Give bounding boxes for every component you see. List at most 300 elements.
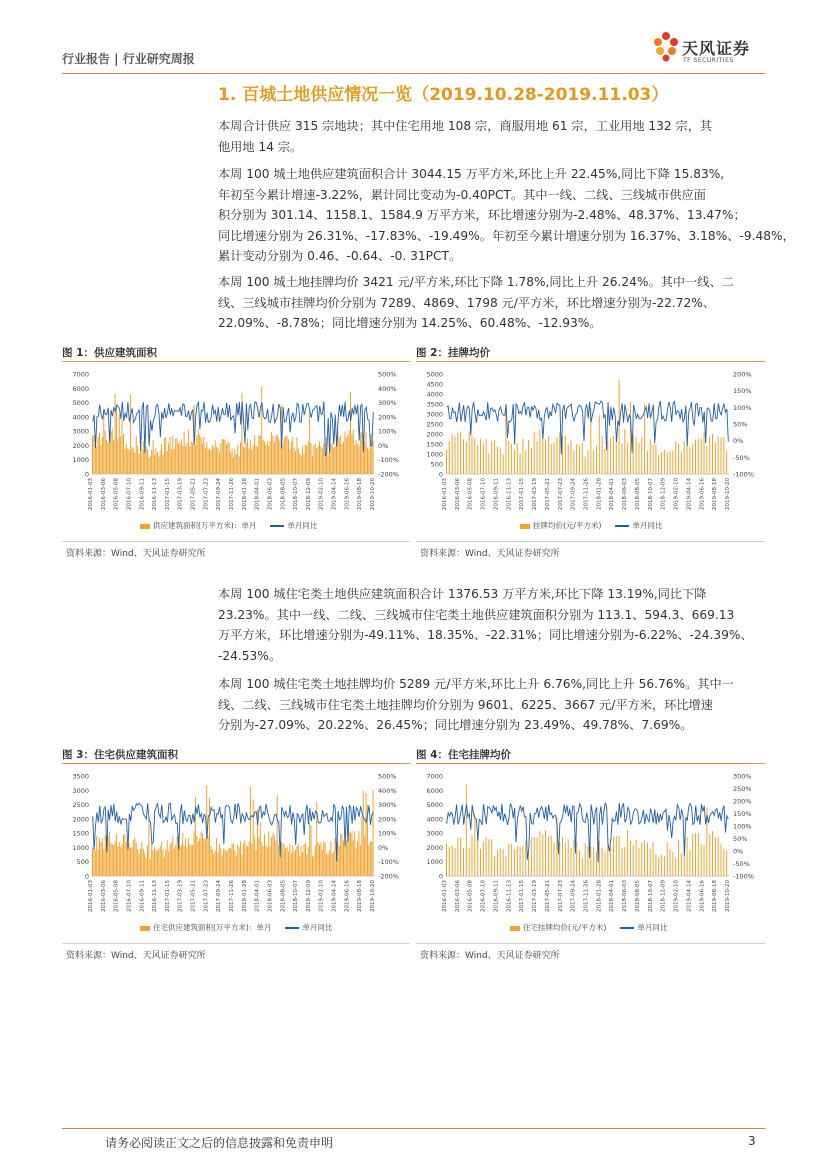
x-tick-label: 2017-01-15 <box>164 478 171 510</box>
y-tick-label: 3500 <box>426 400 443 409</box>
bar <box>571 440 572 474</box>
bar <box>712 434 713 474</box>
y2-tick-label: 150% <box>733 810 752 818</box>
bar <box>198 841 199 876</box>
x-tick-label: 2016-01-03 <box>88 478 94 510</box>
x-tick-label: 2017-03-19 <box>177 478 184 510</box>
bar <box>588 450 589 474</box>
bar <box>109 832 110 876</box>
bar <box>565 843 566 876</box>
bar <box>457 838 458 876</box>
bar <box>373 790 374 876</box>
bar <box>198 430 199 474</box>
bar <box>189 844 190 876</box>
bar <box>463 439 464 474</box>
footer-disclaimer: 请务必阅读正文之后的信息披露和免责申明 <box>105 1136 334 1150</box>
bar <box>139 854 140 876</box>
legend-line-label: 单月同比 <box>287 521 318 530</box>
y2-tick-label: 300% <box>378 399 397 408</box>
bar <box>151 449 152 474</box>
bar <box>500 848 501 876</box>
bar <box>215 440 216 474</box>
bar <box>630 402 631 474</box>
bar <box>182 446 183 474</box>
y-tick-label: 4000 <box>72 413 89 422</box>
bar <box>525 841 526 876</box>
bar <box>141 450 142 475</box>
bar <box>454 848 455 876</box>
bar <box>619 380 620 474</box>
bar <box>311 826 312 876</box>
bar <box>284 844 285 876</box>
text-line: 本周合计供应 315 宗地块；其中住宅用地 108 宗，商服用地 61 宗，工业用地 132 宗，其 <box>218 119 713 133</box>
bar <box>576 444 577 474</box>
bar <box>627 443 628 474</box>
bar <box>548 836 549 876</box>
bar <box>576 842 577 876</box>
bar <box>452 846 453 876</box>
bar <box>357 841 358 876</box>
y-tick-label: 4500 <box>426 380 443 389</box>
bar <box>108 836 109 876</box>
y2-tick-label: 500% <box>378 370 397 379</box>
bar <box>256 850 257 876</box>
bar <box>704 433 705 474</box>
paragraph-supply-count <box>218 116 763 157</box>
bar <box>312 857 313 876</box>
bar <box>244 840 245 876</box>
x-tick-label: 2016-09-11 <box>139 478 146 510</box>
bar <box>261 387 262 474</box>
text-line: 本周 100 城住宅类土地供应建筑面积合计 1376.53 万平方米,环比下降 13.19%,同比下降 <box>218 587 707 601</box>
y-tick-label: 1000 <box>72 456 89 465</box>
y2-tick-label: 0% <box>733 847 744 856</box>
bar <box>141 842 142 877</box>
bar <box>593 847 594 876</box>
bar <box>194 831 195 876</box>
y-tick-label: 1500 <box>426 440 443 449</box>
bar <box>621 443 622 474</box>
bar <box>491 441 492 474</box>
figure-2-rule <box>416 361 765 362</box>
bar <box>270 441 271 474</box>
bar <box>264 834 265 876</box>
bar <box>105 835 106 876</box>
bar <box>339 437 340 474</box>
bar <box>306 445 307 474</box>
figure-2-source: 资料来源：Wind、天风证券研究所 <box>420 549 560 559</box>
bar <box>272 833 273 876</box>
x-tick-label: 2016-05-08 <box>113 478 120 510</box>
y-tick-label: 4000 <box>426 815 443 824</box>
bar <box>329 850 330 876</box>
bar <box>364 835 365 876</box>
bar <box>678 840 679 876</box>
bar <box>332 854 333 876</box>
y-tick-label: 5000 <box>426 370 443 379</box>
bar <box>469 847 470 876</box>
bar <box>312 456 313 474</box>
bar <box>446 843 447 876</box>
bar <box>522 846 523 876</box>
bar <box>122 419 123 474</box>
bar <box>247 846 248 876</box>
bar <box>254 837 255 877</box>
bar <box>604 852 605 876</box>
bar <box>358 831 359 876</box>
text-line: 他用地 14 宗。 <box>218 139 303 154</box>
bar <box>232 449 233 474</box>
bar <box>237 844 238 876</box>
paragraph-residential-area <box>218 584 763 666</box>
y2-tick-label: 0% <box>378 441 389 450</box>
bar <box>257 447 258 474</box>
y-tick-label: 3500 <box>72 772 89 781</box>
bar <box>346 841 347 876</box>
bar <box>172 836 173 876</box>
y2-tick-label: -100% <box>733 872 754 881</box>
x-tick-label: 2016-05-08 <box>113 880 120 912</box>
bar <box>243 446 244 474</box>
bar <box>351 434 352 474</box>
x-tick-label: 2018-08-05 <box>280 478 287 510</box>
x-tick-label: 2018-06-03 <box>622 478 629 510</box>
bar <box>548 436 549 474</box>
y-tick-label: 1000 <box>72 843 89 852</box>
bar <box>233 844 234 876</box>
bar <box>554 442 555 474</box>
bar <box>644 404 645 474</box>
bar <box>143 441 144 474</box>
bar <box>681 452 682 474</box>
bar <box>126 842 127 876</box>
bar <box>706 446 707 474</box>
bar <box>201 832 202 876</box>
bar <box>191 441 192 474</box>
y-tick-label: 0 <box>84 872 89 881</box>
bar <box>254 435 255 474</box>
bar <box>340 436 341 474</box>
bar <box>559 842 560 876</box>
bar <box>160 847 161 876</box>
bar <box>260 436 261 474</box>
bar <box>539 429 540 474</box>
figure-3-chart <box>62 768 410 938</box>
bar <box>661 452 662 474</box>
bar <box>119 414 120 474</box>
bar <box>477 445 478 474</box>
bar <box>219 844 220 876</box>
x-tick-label: 2019-08-18 <box>712 880 719 912</box>
bar <box>205 839 206 876</box>
bar <box>531 837 532 876</box>
bar <box>454 437 455 474</box>
bar <box>130 848 131 876</box>
bar <box>514 449 515 474</box>
bar <box>520 846 521 876</box>
x-tick-label: 2017-09-24 <box>216 478 223 510</box>
bar <box>154 455 155 474</box>
bar <box>653 444 654 474</box>
bar <box>229 442 230 474</box>
bar <box>528 440 529 474</box>
bar <box>371 841 372 876</box>
bar <box>284 438 285 474</box>
bar <box>616 438 617 474</box>
y-tick-label: 1500 <box>72 829 89 838</box>
y2-tick-label: 0% <box>733 437 744 446</box>
bar <box>308 847 309 876</box>
bar <box>139 454 140 474</box>
text-line: -24.53%。 <box>218 648 282 663</box>
bar <box>638 443 639 474</box>
bar <box>534 837 535 876</box>
x-tick-label: 2016-01-03 <box>442 478 448 510</box>
figure-4-source: 资料来源：Wind、天风证券研究所 <box>420 951 560 961</box>
bar <box>100 842 101 876</box>
bar <box>624 847 625 876</box>
bar <box>332 443 333 474</box>
bar <box>681 853 682 876</box>
bar <box>446 450 447 474</box>
bar <box>202 833 203 876</box>
bar <box>212 445 213 474</box>
bar <box>167 840 168 876</box>
x-tick-label: 2019-02-10 <box>318 880 325 912</box>
bar <box>267 847 268 876</box>
x-tick-label: 2016-09-11 <box>493 478 500 510</box>
figure-1-legend <box>140 520 317 531</box>
bar <box>287 436 288 474</box>
bar <box>675 441 676 474</box>
legend-line-swatch <box>285 927 299 929</box>
bar <box>698 833 699 876</box>
bar <box>168 851 169 876</box>
bar <box>641 842 642 876</box>
y-tick-label: 0 <box>438 872 443 881</box>
bar <box>718 837 719 876</box>
bar <box>349 430 350 474</box>
bar <box>140 848 141 876</box>
y-tick-label: 2500 <box>72 801 89 810</box>
y-tick-label: 3000 <box>426 410 443 419</box>
bar <box>179 442 180 474</box>
legend-bar-swatch <box>510 926 520 931</box>
header-breadcrumb: 行业报告 | 行业研究周报 <box>62 52 195 66</box>
bar <box>486 439 487 474</box>
bar <box>503 849 504 876</box>
bar <box>327 854 328 876</box>
bar <box>330 841 331 876</box>
bar <box>98 850 99 876</box>
bar <box>115 394 116 474</box>
x-tick-label: 2019-06-16 <box>344 880 351 912</box>
bar <box>161 842 162 876</box>
bar <box>191 845 192 876</box>
figure-3-legend <box>140 922 332 933</box>
x-tick-label: 2017-09-24 <box>570 478 577 510</box>
bar <box>347 838 348 876</box>
bar <box>647 451 648 474</box>
y2-tick-label: -100% <box>378 456 399 465</box>
bar <box>301 456 302 474</box>
bar <box>150 859 151 876</box>
x-tick-label: 2016-09-11 <box>493 880 500 912</box>
bar <box>157 851 158 876</box>
y2-tick-label: 200% <box>733 797 752 806</box>
bar <box>216 447 217 474</box>
bar <box>236 856 237 876</box>
bar <box>457 433 458 474</box>
bar <box>289 844 290 876</box>
bar <box>602 436 603 474</box>
y2-tick-label: 100% <box>378 427 397 436</box>
bar <box>460 431 461 474</box>
bar <box>627 830 628 876</box>
bar <box>655 444 656 474</box>
bar <box>250 440 251 474</box>
bar <box>175 439 176 474</box>
bar <box>315 845 316 876</box>
bar <box>689 447 690 474</box>
bar <box>525 450 526 474</box>
text-line: 本周 100 城土地挂牌均价 3421 元/平方米,环比下降 1.78%,同比上升 26.24%。其中一线、二 <box>218 275 734 289</box>
bar <box>115 841 116 876</box>
bar <box>165 850 166 876</box>
bar <box>229 848 230 876</box>
bar <box>155 448 156 474</box>
x-tick-label: 2019-08-18 <box>712 478 719 510</box>
y2-tick-label: 300% <box>378 801 397 810</box>
bar <box>650 439 651 474</box>
x-tick-label: 2017-03-19 <box>177 880 184 912</box>
figure-3-title: 图 3：住宅供应建筑面积 <box>62 749 178 761</box>
bar <box>289 450 290 474</box>
bar <box>258 435 259 474</box>
bar <box>449 847 450 876</box>
x-tick-label: 2017-11-26 <box>229 880 235 912</box>
x-tick-label: 2018-10-07 <box>647 880 654 912</box>
bar <box>100 445 101 474</box>
bar <box>333 447 334 474</box>
bar <box>335 838 336 876</box>
text-line: 线、二线、三线城市住宅类土地挂牌均价分别为 9601、6225、3667 元/平方米，环比增速 <box>218 697 713 712</box>
y2-tick-label: 200% <box>378 815 397 824</box>
page-number: 3 <box>748 1134 756 1148</box>
x-tick-label: 2019-10-20 <box>725 880 731 912</box>
bar <box>154 847 155 876</box>
bar <box>545 439 546 474</box>
bar <box>282 444 283 474</box>
bar <box>318 445 319 474</box>
bar <box>184 846 185 876</box>
x-tick-label: 2019-06-16 <box>699 478 706 510</box>
figure-1-rule <box>62 361 410 362</box>
bar <box>234 449 235 474</box>
x-tick-label: 2018-04-01 <box>609 478 616 510</box>
bar <box>323 841 324 876</box>
bar <box>285 848 286 876</box>
bar <box>301 846 302 876</box>
bar <box>172 435 173 474</box>
header-divider <box>62 73 765 74</box>
bar <box>117 439 118 474</box>
y2-tick-label: -200% <box>378 470 399 479</box>
bar <box>554 842 555 876</box>
bar <box>320 842 321 876</box>
x-tick-label: 2017-07-23 <box>203 880 210 912</box>
bar <box>322 850 323 876</box>
bar <box>148 458 149 474</box>
bar <box>701 844 702 876</box>
bar <box>298 843 299 876</box>
bar <box>596 446 597 474</box>
bar <box>226 445 227 474</box>
figure-1-source-rule <box>62 541 410 542</box>
y-tick-label: 500 <box>430 460 443 469</box>
bar <box>117 846 118 876</box>
bar <box>131 847 132 876</box>
bar <box>164 857 165 876</box>
x-tick-label: 2018-10-07 <box>293 880 300 912</box>
bar <box>497 447 498 474</box>
bar <box>153 850 154 876</box>
bar <box>99 838 100 876</box>
paragraph-residential-price <box>218 674 763 736</box>
bar <box>110 843 111 876</box>
bar <box>196 836 197 876</box>
bar <box>146 858 147 876</box>
bar <box>291 441 292 474</box>
text-line: 同比增速分别为 26.31%、-17.83%、-19.49%。年初至今累计增速分别为 16.37%、3.18%、-9.48%， <box>218 228 795 243</box>
x-tick-label: 2017-09-24 <box>570 880 577 912</box>
bar <box>130 395 131 474</box>
bar <box>267 441 268 474</box>
bar <box>181 845 182 876</box>
bar <box>335 446 336 474</box>
bar <box>275 436 276 474</box>
bar <box>613 436 614 474</box>
bar <box>602 848 603 876</box>
x-tick-label: 2019-06-16 <box>699 880 706 912</box>
text-line: 22.09%、-8.78%；同比增速分别为 14.25%、60.48%、-12.93%。 <box>218 316 602 330</box>
x-tick-label: 2016-11-13 <box>152 880 159 912</box>
bar <box>721 844 722 876</box>
bar <box>343 841 344 876</box>
bar <box>474 438 475 474</box>
bar <box>151 845 152 876</box>
bar <box>181 439 182 474</box>
bar <box>203 437 204 474</box>
bar <box>288 851 289 876</box>
bar <box>636 840 637 876</box>
bar <box>258 837 259 876</box>
x-tick-label: 2019-02-10 <box>673 880 680 912</box>
bar <box>222 855 223 876</box>
bar <box>306 855 307 876</box>
bar <box>275 841 276 876</box>
bar <box>346 438 347 474</box>
y2-tick-label: -50% <box>733 453 750 462</box>
x-tick-label: 2016-07-10 <box>126 880 133 912</box>
bar <box>282 843 283 876</box>
bar <box>721 437 722 474</box>
bar <box>327 453 328 474</box>
bar <box>177 438 178 474</box>
x-tick-label: 2018-01-28 <box>241 478 248 510</box>
bar <box>185 446 186 474</box>
x-tick-label: 2018-12-09 <box>660 880 667 912</box>
